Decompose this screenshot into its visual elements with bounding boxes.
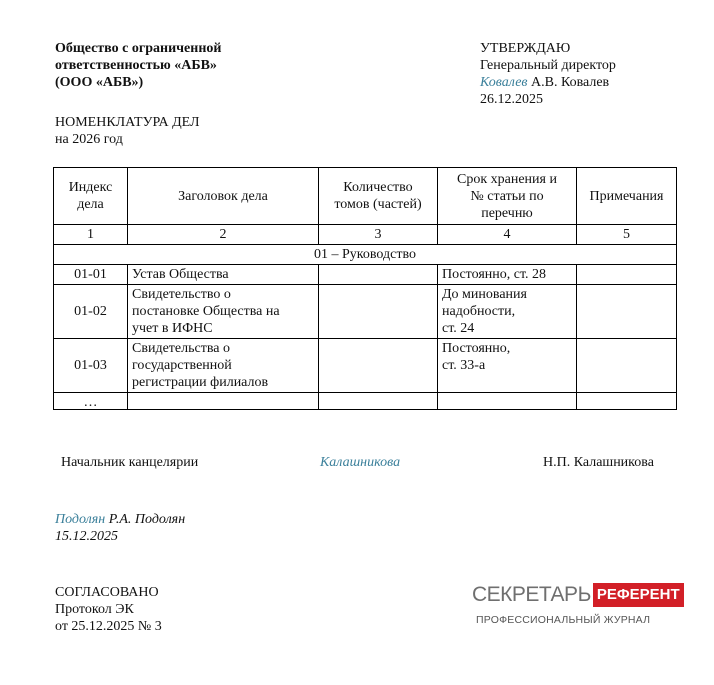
row-retention: Постоянно, ст. 28 — [438, 265, 577, 285]
row-title-line: регистрации филиалов — [132, 375, 269, 390]
document-title: НОМЕНКЛАТУРА ДЕЛ — [55, 115, 200, 130]
header-notes: Примечания — [577, 168, 677, 225]
row-retention — [438, 285, 577, 339]
row-retention-line: ст. 24 — [442, 321, 475, 336]
agreed-block — [55, 584, 162, 635]
row-title-line: учет в ИФНС — [132, 321, 213, 336]
document-title-block — [55, 114, 200, 148]
org-name-line2: ответственностью «АБВ» — [55, 58, 217, 73]
table-row — [54, 393, 677, 410]
table-row — [54, 285, 677, 339]
row-retention-line: ст. 33-а — [442, 358, 486, 373]
header-index-line1: Индекс — [68, 180, 113, 195]
row-ellipsis: … — [54, 393, 128, 410]
header-volumes-line2: томов (частей) — [334, 197, 422, 212]
row-notes — [577, 265, 677, 285]
header-retention-line3: перечню — [481, 205, 533, 221]
reviewer-block — [55, 511, 185, 545]
column-number: 1 — [54, 225, 128, 245]
approver-signature-line — [480, 74, 616, 91]
approval-block — [480, 40, 616, 108]
row-title — [128, 393, 319, 410]
header-title: Заголовок дела — [128, 168, 319, 225]
agreed-protocol: Протокол ЭК — [55, 602, 134, 617]
logo-part-secretary: СЕКРЕТАРЬ — [472, 583, 591, 606]
row-retention — [438, 339, 577, 393]
column-number-row — [54, 225, 677, 245]
table-row — [54, 265, 677, 285]
document-year: на 2026 год — [55, 132, 123, 147]
section-title: 01 – Руководство — [54, 245, 677, 265]
reviewer-name: Р.А. Подолян — [108, 512, 186, 527]
org-short-name: (ООО «АБВ») — [55, 75, 144, 90]
reviewer-signature-line — [55, 511, 185, 528]
column-number: 4 — [438, 225, 577, 245]
column-number: 5 — [577, 225, 677, 245]
agreed-title: СОГЛАСОВАНО — [55, 585, 159, 600]
logo-subtitle: ПРОФЕССИОНАЛЬНЫЙ ЖУРНАЛ — [476, 614, 651, 626]
head-office-name: Н.П. Калашникова — [543, 455, 654, 470]
header-retention — [438, 168, 577, 225]
column-number: 2 — [128, 225, 319, 245]
approver-position: Генеральный директор — [480, 58, 616, 73]
header-retention-line2: № статьи по — [470, 188, 544, 204]
journal-logo — [472, 583, 684, 626]
row-notes — [577, 339, 677, 393]
row-retention-line: надобности, — [442, 304, 516, 319]
row-title: Устав Общества — [128, 265, 319, 285]
reviewer-date: 15.12.2025 — [55, 529, 118, 544]
logo-wordmark — [472, 583, 684, 607]
table-header-row — [54, 168, 677, 225]
row-notes — [577, 285, 677, 339]
approval-title: УТВЕРЖДАЮ — [480, 41, 571, 56]
row-index: 01-01 — [54, 265, 128, 285]
header-volumes-line1: Количество — [343, 180, 413, 195]
row-retention-line: Постоянно, — [442, 341, 511, 356]
row-title-line: Свидетельство о — [132, 287, 231, 302]
row-title-line: Свидетельства о — [132, 341, 230, 356]
header-index — [54, 168, 128, 225]
head-office-position: Начальник канцелярии — [61, 455, 199, 470]
header-index-line2: дела — [77, 197, 104, 212]
row-index: 01-02 — [54, 285, 128, 339]
row-title-line: постановке Общества на — [132, 304, 280, 319]
column-number: 3 — [319, 225, 438, 245]
row-title — [128, 285, 319, 339]
row-notes — [577, 393, 677, 410]
approver-signature: Ковалев — [480, 75, 528, 90]
row-title — [128, 339, 319, 393]
row-index: 01-03 — [54, 339, 128, 393]
reviewer-signature: Подолян — [55, 512, 106, 527]
head-office-signature: Калашникова — [320, 455, 401, 470]
row-title-line: государственной — [132, 358, 232, 373]
approval-date: 26.12.2025 — [480, 92, 543, 107]
row-volumes — [319, 285, 438, 339]
row-retention — [438, 393, 577, 410]
organization-block — [55, 40, 221, 91]
registry-table — [53, 167, 677, 410]
agreed-date: от 25.12.2025 № 3 — [55, 619, 162, 634]
table-row — [54, 339, 677, 393]
header-volumes — [319, 168, 438, 225]
section-row — [54, 245, 677, 265]
approver-name: А.В. Ковалев — [531, 75, 610, 90]
org-name-line1: Общество с ограниченной — [55, 41, 222, 56]
header-retention-line1: Срок хранения и — [457, 171, 557, 187]
row-volumes — [319, 339, 438, 393]
logo-part-referent: РЕФЕРЕНТ — [593, 583, 684, 607]
row-volumes — [319, 265, 438, 285]
row-retention-line: До минования — [442, 287, 527, 302]
row-volumes — [319, 393, 438, 410]
